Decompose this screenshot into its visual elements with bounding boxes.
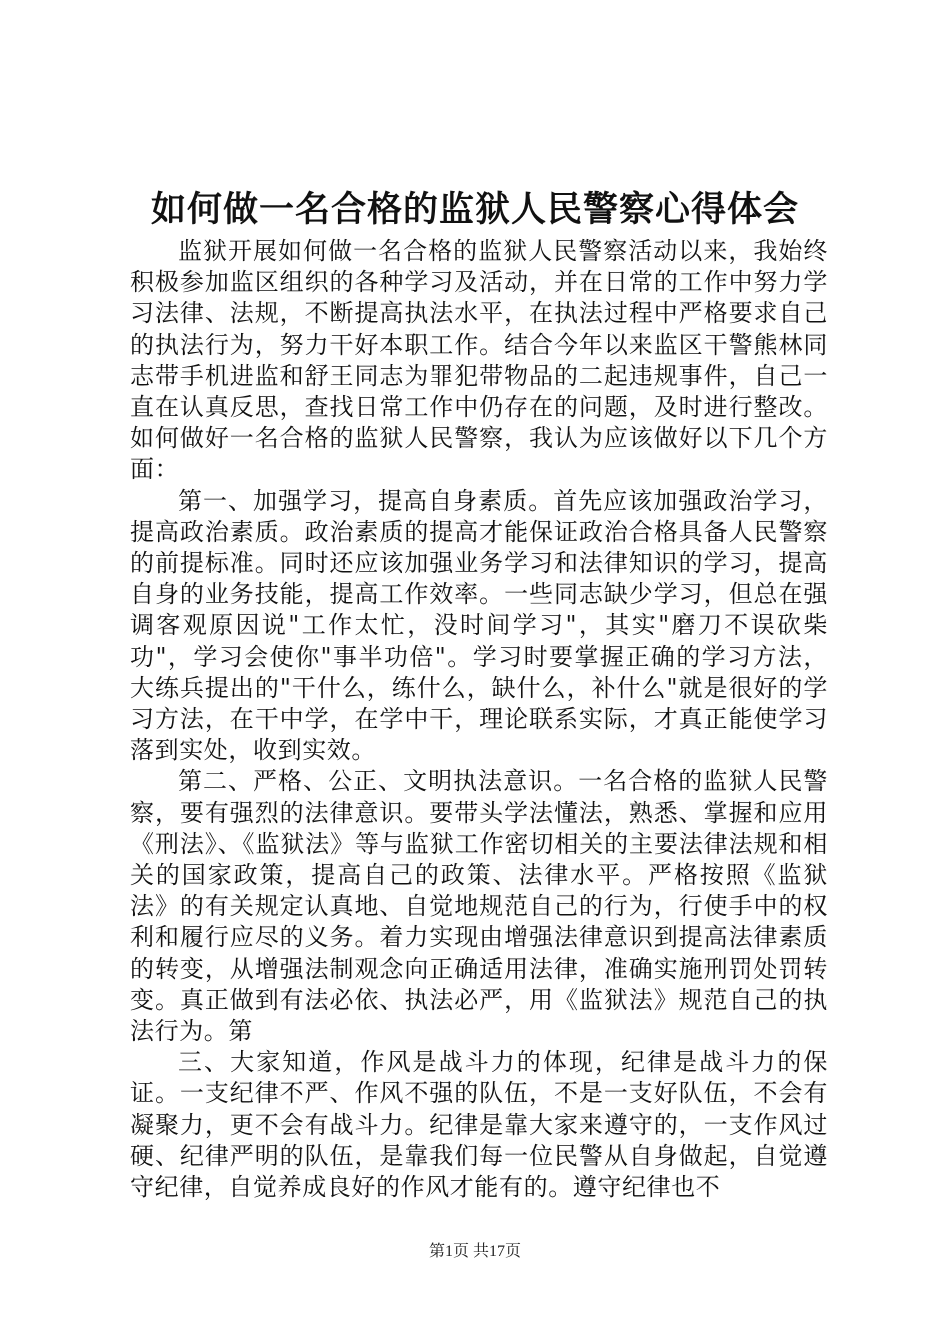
document-body: [130, 236, 828, 1203]
document-title: 如何做一名合格的监狱人民警察心得体会: [150, 189, 799, 230]
paragraph-third-point: 三、大家知道，作风是战斗力的体现，纪律是战斗力的保证。一支纪律不严、作风不强的队伍，不是一支好队伍，不会有凝聚力，更不会有战斗力。纪律是靠大家来遵守的，一支作风过硬、纪律严明的队伍，是靠我们每一位民警从自身做起，自觉遵守纪律，自觉养成良好的作风才能有的。遵守纪律也不: [130, 1048, 828, 1202]
page-number-footer: 第1页 共17页: [428, 1243, 521, 1260]
paragraph-intro: 监狱开展如何做一名合格的监狱人民警察活动以来，我始终积极参加监区组织的各种学习及活动，并在日常的工作中努力学习法律、法规，不断提高执法水平，在执法过程中严格要求自己的执法行为，努力干好本职工作。结合今年以来监区干警熊林同志带手机进监和舒王同志为罪犯带物品的二起违规事件，自己一直在认真反思，查找日常工作中仍存在的问题，及时进行整改。如何做好一名合格的监狱人民警察，我认为应该做好以下几个方面：: [130, 237, 828, 484]
paragraph-second-point: 第二、严格、公正、文明执法意识。一名合格的监狱人民警察，要有强烈的法律意识。要带头学法懂法，熟悉、掌握和应用《刑法》、《监狱法》等与监狱工作密切相关的主要法律法规和相关的国家政策，提高自己的政策、法律水平。严格按照《监狱法》的有关规定认真地、自觉地规范自己的行为，行使手中的权利和履行应尽的义务。着力实现由增强法律意识到提高法律素质的转变，从增强法制观念向正确适用法律，准确实施刑罚处罚转变。真正做到有法必依、执法必严，用《监狱法》规范自己的执法行为。第: [130, 767, 828, 1046]
paragraph-first-point: 第一、加强学习，提高自身素质。首先应该加强政治学习，提高政治素质。政治素质的提高才能保证政治合格具备人民警察的前提标准。同时还应该加强业务学习和法律知识的学习，提高自身的业务技能，提高工作效率。一些同志缺少学习，但总在强调客观原因说"工作太忙，没时间学习"，其实"磨刀不误砍柴功"，学习会使你"事半功倍"。学习时要掌握正确的学习方法，大练兵提出的"干什么，练什么，缺什么，补什么"就是很好的学习方法，在干中学，在学中干，理论联系实际，才真正能使学习落到实处，收到实效。: [130, 486, 828, 765]
